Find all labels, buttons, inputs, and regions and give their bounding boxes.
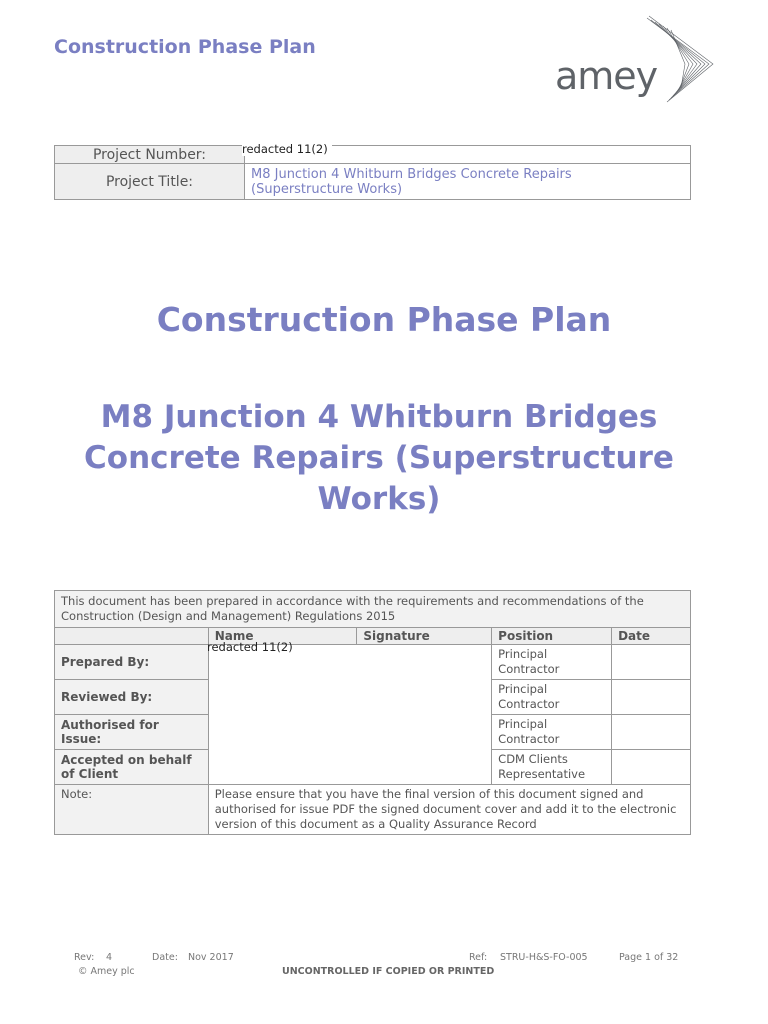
position-line1: Principal (498, 647, 548, 661)
document-subtitle (54, 397, 704, 520)
signoff-header-empty (55, 628, 209, 645)
accepted-name (208, 750, 491, 785)
amey-logo-text: amey (555, 54, 658, 98)
reviewed-by-label: Reviewed By: (55, 680, 209, 715)
column-signature: Signature (357, 628, 492, 645)
project-info-table (54, 145, 691, 200)
accepted-label-line2: of Client (61, 767, 119, 781)
position-line2: Representative (498, 767, 586, 781)
note-text: Please ensure that you have the final version of this document signed and authorised for issue PDF the signed document cover and add it to the electronic version of this document as a Quality Assurance Record (208, 785, 690, 835)
column-date: Date (612, 628, 691, 645)
authorised-name (208, 715, 491, 750)
prepared-by-label: Prepared By: (55, 645, 209, 680)
position-line2: Contractor (498, 697, 560, 711)
footer-page: Page 1 of 32 (619, 952, 679, 963)
document-title: Construction Phase Plan (156, 300, 612, 339)
footer-date-value: Nov 2017 (188, 952, 234, 963)
position-line2: Contractor (498, 732, 560, 746)
note-label: Note: (55, 785, 209, 835)
project-title-value (245, 164, 691, 200)
project-title-label: Project Title: (55, 164, 245, 200)
footer-rev-label: Rev: (74, 952, 95, 963)
position-line1: CDM Clients (498, 752, 568, 766)
position-line1: Principal (498, 717, 548, 731)
authorised-date (612, 715, 691, 750)
subtitle-line1: M8 Junction 4 Whitburn Bridges (100, 399, 658, 435)
prepared-by-position (492, 645, 612, 680)
footer-uncontrolled: UNCONTROLLED IF COPIED OR PRINTED (282, 966, 495, 977)
position-line1: Principal (498, 682, 548, 696)
accepted-label-line1: Accepted on behalf (61, 753, 192, 767)
project-title-line2: (Superstructure Works) (251, 181, 403, 197)
footer-rev-value: 4 (106, 952, 113, 963)
reviewed-by-name (208, 680, 491, 715)
signoff-redacted: redacted 11(2) (207, 640, 293, 654)
accepted-date (612, 750, 691, 785)
reviewed-by-date (612, 680, 691, 715)
accepted-label (55, 750, 209, 785)
prepared-by-date (612, 645, 691, 680)
footer-copyright: © Amey plc (78, 966, 135, 977)
header-title: Construction Phase Plan (54, 36, 316, 58)
signoff-table (54, 590, 691, 835)
subtitle-line2: Concrete Repairs (Superstructure (84, 440, 674, 476)
column-position: Position (492, 628, 612, 645)
footer-ref-value: STRU-H&S-FO-005 (500, 952, 588, 963)
amey-logo (555, 14, 725, 104)
footer-date-label: Date: (152, 952, 178, 963)
authorised-position (492, 715, 612, 750)
reviewed-by-position (492, 680, 612, 715)
accepted-position (492, 750, 612, 785)
signoff-intro: This document has been prepared in accordance with the requirements and recommendations of the Construction (Design and Management) Regulations 2015 (55, 591, 691, 628)
position-line2: Contractor (498, 662, 560, 676)
project-number-label: Project Number: (55, 146, 245, 164)
column-name: Name (208, 628, 357, 645)
project-number-redacted: redacted 11(2) (242, 142, 332, 156)
authorised-label: Authorised for Issue: (55, 715, 209, 750)
subtitle-line3: Works) (317, 481, 441, 517)
project-title-line1: M8 Junction 4 Whitburn Bridges Concrete Repairs (251, 166, 572, 182)
footer-ref-label: Ref: (469, 952, 488, 963)
